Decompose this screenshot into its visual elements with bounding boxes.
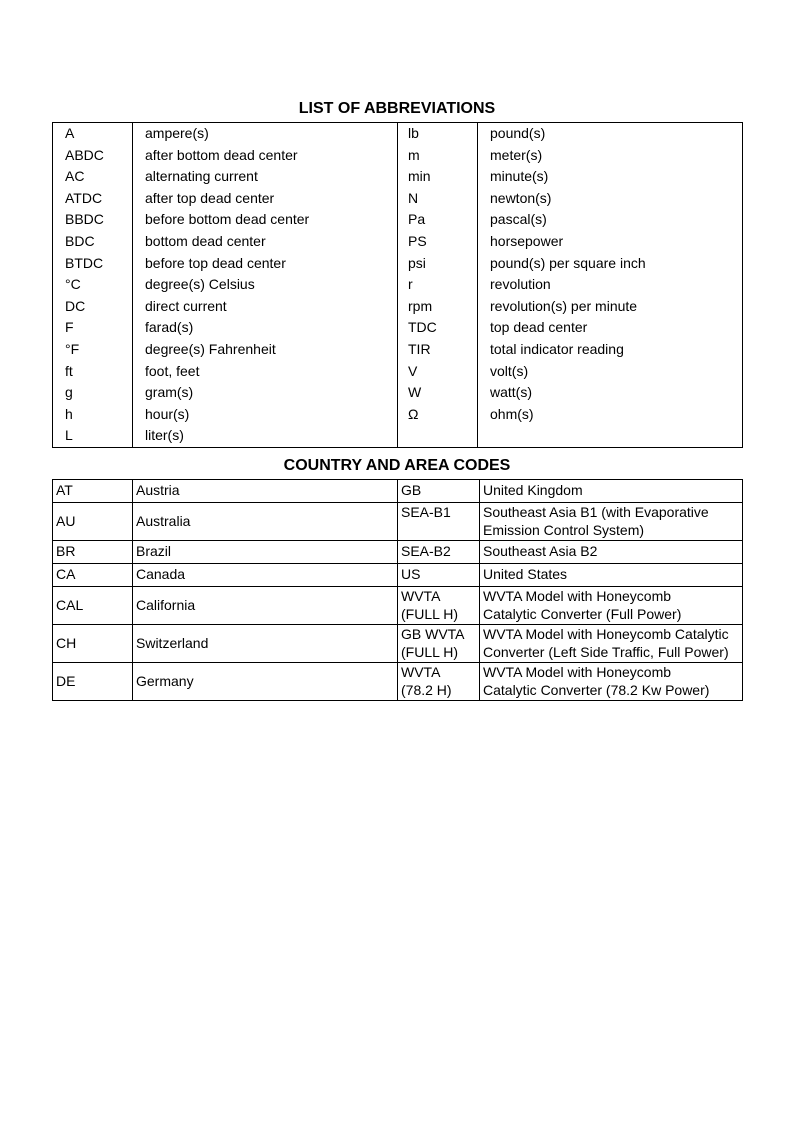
- abbreviation-code: BTDC: [53, 253, 133, 275]
- country-name-line-2: Emission Control System): [483, 521, 645, 538]
- country-code-line-1: WVTA: [401, 664, 441, 680]
- abbreviation-meaning: top dead center: [490, 319, 588, 336]
- abbreviation-code: lb: [398, 123, 478, 145]
- abbreviation-code: h: [53, 404, 133, 426]
- abbreviation-code: min: [398, 166, 478, 188]
- country-name-line-1: WVTA Model with Honeycomb Catalytic: [483, 626, 729, 642]
- country-code: SEA-B2: [398, 541, 480, 564]
- abbreviation-meaning: meter(s): [490, 146, 543, 163]
- abbreviation-row: [53, 404, 743, 426]
- abbreviation-row: [53, 317, 743, 339]
- abbreviations-title: LIST OF ABBREVIATIONS: [298, 100, 496, 117]
- country-code-line-2: (78.2 H): [401, 681, 452, 698]
- country-code-line-1: GB WVTA: [401, 626, 465, 642]
- abbreviation-row: [53, 145, 743, 167]
- country-code-line-1: WVTA: [401, 588, 441, 604]
- abbreviation-code: DC: [53, 296, 133, 318]
- abbreviation-row: [53, 339, 743, 361]
- country-name: [480, 663, 743, 701]
- country-code: [398, 625, 480, 663]
- country-codes-title: COUNTRY AND AREA CODES: [283, 457, 511, 474]
- abbreviation-code: [398, 425, 478, 447]
- country-code-row: [53, 503, 743, 541]
- country-code-row: [53, 587, 743, 625]
- country-code: US: [398, 564, 480, 587]
- country-code-line-2: (FULL H): [401, 643, 459, 660]
- abbreviation-meaning: direct current: [133, 296, 398, 318]
- abbreviation-meaning: [478, 425, 743, 447]
- abbreviation-meaning: volt(s): [490, 362, 529, 379]
- abbreviation-code: V: [398, 361, 478, 383]
- abbreviation-code: ABDC: [53, 145, 133, 167]
- abbreviation-meaning: alternating current: [133, 166, 398, 188]
- abbreviation-code: m: [398, 145, 478, 167]
- abbreviations-table-body: [53, 123, 743, 448]
- country-name: California: [133, 587, 398, 625]
- country-code: [398, 663, 480, 701]
- abbreviation-row: [53, 253, 743, 275]
- abbreviation-meaning: after bottom dead center: [133, 145, 398, 167]
- abbreviation-meaning: gram(s): [133, 382, 398, 404]
- abbreviation-row: [53, 274, 743, 296]
- abbreviation-row: [53, 166, 743, 188]
- country-name-line-2: Catalytic Converter (78.2 Kw Power): [483, 681, 710, 698]
- abbreviation-meaning: liter(s): [133, 425, 398, 447]
- abbreviation-meaning: degree(s) Fahrenheit: [133, 339, 398, 361]
- abbreviation-meaning: pound(s) per square inch: [490, 254, 646, 271]
- abbreviation-row: [53, 361, 743, 383]
- abbreviation-meaning: bottom dead center: [133, 231, 398, 253]
- abbreviation-meaning: revolution(s) per minute: [490, 297, 638, 314]
- abbreviation-meaning: hour(s): [133, 404, 398, 426]
- country-code: DE: [53, 663, 133, 701]
- country-name: [480, 625, 743, 663]
- abbreviation-code: psi: [398, 253, 478, 275]
- abbreviation-code: AC: [53, 166, 133, 188]
- abbreviation-row: [53, 209, 743, 231]
- country-code-line-2: (FULL H): [401, 605, 459, 622]
- country-name: Canada: [133, 564, 398, 587]
- abbreviation-code: °F: [53, 339, 133, 361]
- abbreviation-meaning: total indicator reading: [490, 340, 624, 357]
- country-name: Australia: [133, 503, 398, 541]
- country-code: CA: [53, 564, 133, 587]
- country-name: [480, 503, 743, 541]
- abbreviation-row: [53, 382, 743, 404]
- country-code-row: [53, 541, 743, 564]
- abbreviation-row: [53, 425, 743, 447]
- country-code: SEA-B1: [398, 503, 480, 541]
- country-code: AU: [53, 503, 133, 541]
- abbreviation-meaning: foot, feet: [133, 361, 398, 383]
- country-name: [480, 587, 743, 625]
- abbreviation-code: TIR: [398, 339, 478, 361]
- abbreviation-row: [53, 188, 743, 210]
- country-code-row: [53, 625, 743, 663]
- abbreviation-code: N: [398, 188, 478, 210]
- abbreviation-meaning: before bottom dead center: [133, 209, 398, 231]
- abbreviation-code: rpm: [398, 296, 478, 318]
- abbreviation-row: [53, 231, 743, 253]
- abbreviation-code: BBDC: [53, 209, 133, 231]
- country-name-line-2: Catalytic Converter (Full Power): [483, 605, 682, 622]
- abbreviation-code: Ω: [398, 404, 478, 426]
- abbreviation-code: PS: [398, 231, 478, 253]
- country-name-line-2: Converter (Left Side Traffic, Full Power): [483, 643, 729, 660]
- country-name: Austria: [133, 480, 398, 503]
- abbreviation-code: ATDC: [53, 188, 133, 210]
- abbreviation-code: L: [53, 425, 133, 447]
- abbreviation-meaning: ohm(s): [490, 405, 534, 422]
- abbreviation-row: [53, 296, 743, 318]
- abbreviation-meaning: after top dead center: [133, 188, 398, 210]
- abbreviation-code: BDC: [53, 231, 133, 253]
- country-code: CH: [53, 625, 133, 663]
- abbreviation-meaning: farad(s): [133, 317, 398, 339]
- country-code: CAL: [53, 587, 133, 625]
- country-code-row: [53, 564, 743, 587]
- abbreviation-meaning: pound(s): [490, 125, 546, 141]
- abbreviation-code: A: [53, 123, 133, 145]
- country-codes-table-body: [53, 480, 743, 701]
- abbreviation-meaning: revolution: [490, 276, 551, 293]
- abbreviation-meaning: horsepower: [490, 232, 564, 249]
- country-name-line-1: WVTA Model with Honeycomb: [483, 588, 672, 604]
- country-code-row: [53, 663, 743, 701]
- country-name: United Kingdom: [480, 480, 743, 503]
- abbreviation-meaning: pascal(s): [490, 211, 547, 228]
- country-codes-table: [52, 479, 743, 701]
- abbreviation-code: ft: [53, 361, 133, 383]
- abbreviation-meaning: newton(s): [490, 189, 552, 206]
- abbreviation-row: [53, 123, 743, 145]
- abbreviations-table: [52, 122, 743, 448]
- abbreviation-code: °C: [53, 274, 133, 296]
- abbreviation-meaning: minute(s): [490, 168, 549, 185]
- abbreviation-meaning: before top dead center: [133, 253, 398, 275]
- country-name: Germany: [133, 663, 398, 701]
- abbreviation-code: W: [398, 382, 478, 404]
- abbreviation-code: r: [398, 274, 478, 296]
- abbreviation-meaning: ampere(s): [133, 123, 398, 145]
- abbreviation-meaning: watt(s): [490, 384, 532, 401]
- country-name: Brazil: [133, 541, 398, 564]
- country-code: [398, 587, 480, 625]
- country-code: GB: [398, 480, 480, 503]
- abbreviation-meaning: degree(s) Celsius: [133, 274, 398, 296]
- country-name-line-1: Southeast Asia B1 (with Evaporative: [483, 504, 709, 520]
- abbreviation-code: g: [53, 382, 133, 404]
- abbreviation-code: F: [53, 317, 133, 339]
- country-code-row: [53, 480, 743, 503]
- country-name: Switzerland: [133, 625, 398, 663]
- country-code: AT: [53, 480, 133, 503]
- country-name-line-1: WVTA Model with Honeycomb: [483, 664, 672, 680]
- country-code: BR: [53, 541, 133, 564]
- abbreviation-code: Pa: [398, 209, 478, 231]
- country-name: United States: [480, 564, 743, 587]
- country-name: Southeast Asia B2: [480, 541, 743, 564]
- abbreviation-code: TDC: [398, 317, 478, 339]
